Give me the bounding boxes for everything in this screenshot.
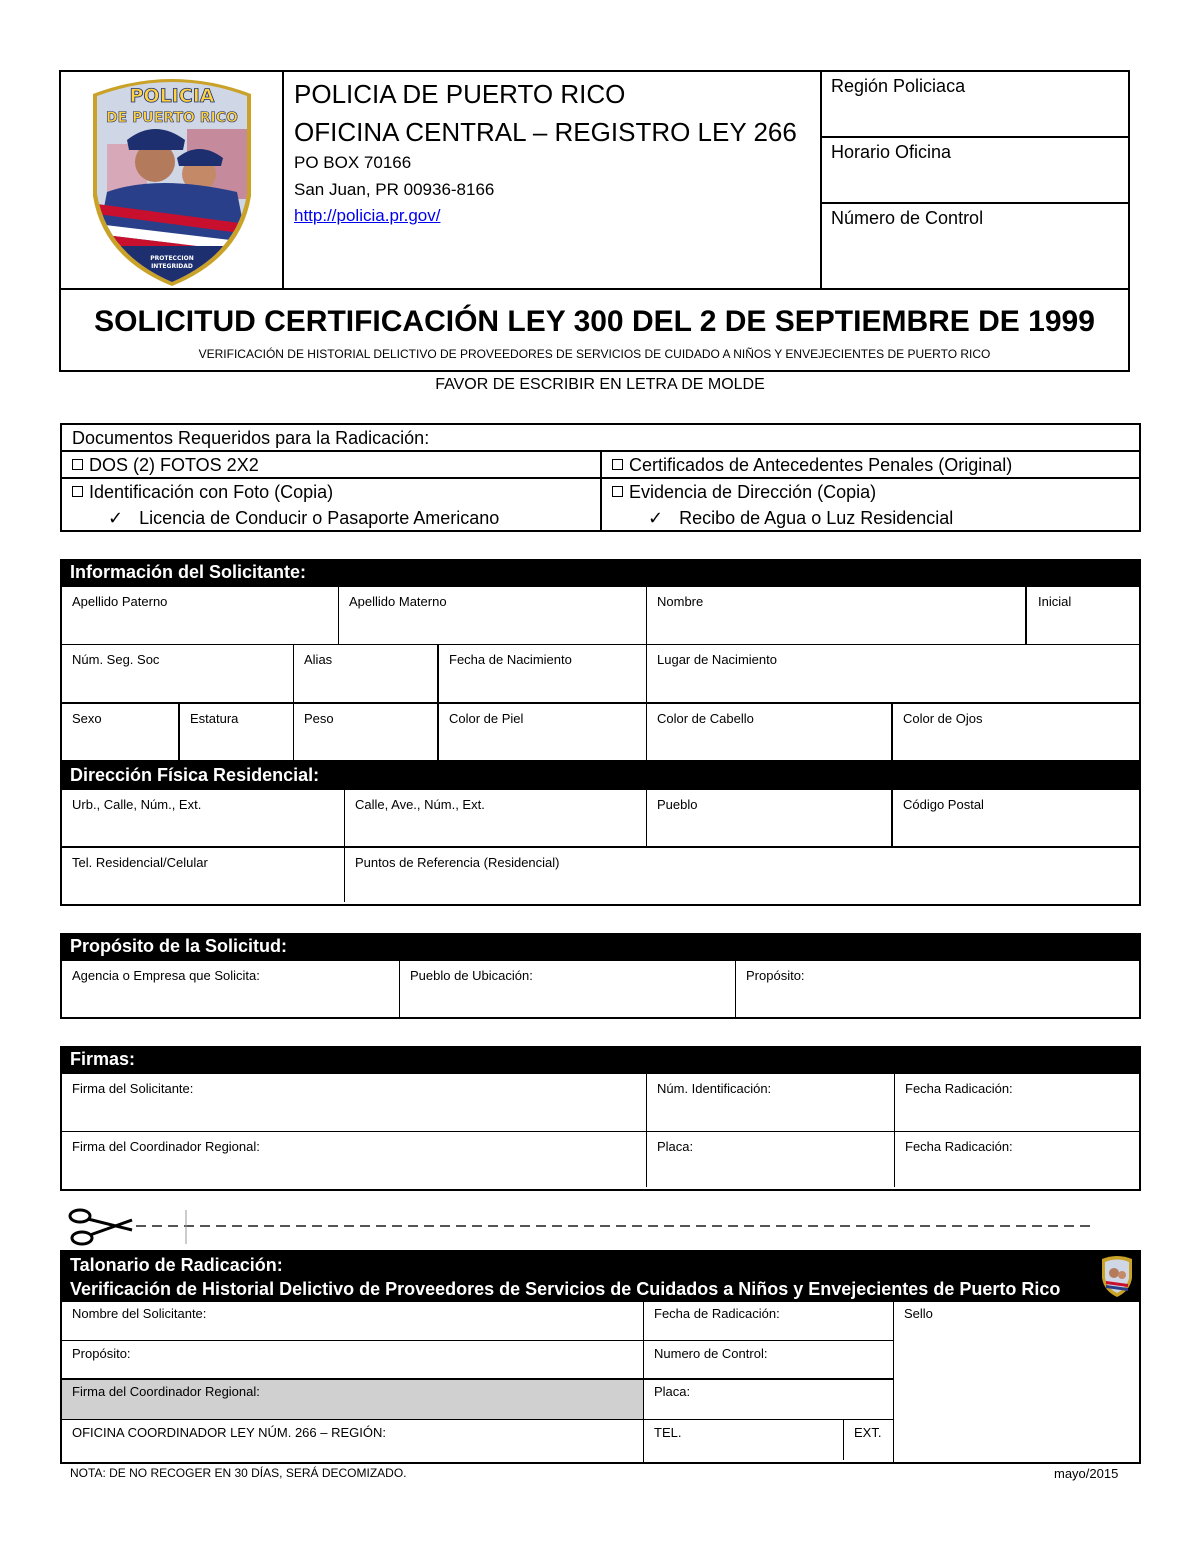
stub-coordinator-signature-field[interactable]: Firma del Coordinador Regional: — [62, 1380, 643, 1420]
stub-heading — [60, 1250, 1141, 1302]
reference-points-field[interactable]: Puntos de Referencia (Residencial) — [355, 855, 560, 870]
zip-code-field[interactable]: Código Postal — [903, 797, 984, 812]
id-number-field[interactable]: Núm. Identificación: — [657, 1081, 772, 1096]
birth-date-field[interactable]: Fecha de Nacimiento — [449, 652, 572, 667]
applicant-signature-field[interactable]: Firma del Solicitante: — [72, 1081, 194, 1096]
seal-field[interactable]: Sello — [904, 1306, 933, 1321]
applicant-row-2 — [62, 645, 1139, 704]
region-field[interactable]: Región Policiaca — [822, 72, 1128, 138]
office-use-fields — [822, 72, 1128, 288]
first-name-field[interactable]: Nombre — [657, 594, 704, 609]
po-box: PO BOX 70166 — [294, 153, 412, 172]
coordinator-signature-field[interactable]: Firma del Coordinador Regional: — [72, 1139, 260, 1154]
stub-filing-date-field[interactable]: Fecha de Radicación: — [644, 1302, 893, 1341]
small-badge-logo — [1100, 1254, 1134, 1298]
applicant-section — [60, 587, 1141, 762]
address-proof-checkbox-item[interactable]: Evidencia de Dirección (Copia) — [612, 480, 876, 504]
stub-heading-line-2: Verificación de Historial Delictivo de Proveedores de Servicios de Cuidados a Niños y Envejecientes de Puerto Rico — [70, 1279, 1061, 1299]
office-name: OFICINA CENTRAL – REGISTRO LEY 266 — [294, 117, 797, 147]
signatures-section — [60, 1074, 1141, 1191]
stub-office-region-field[interactable]: OFICINA COORDINADOR LEY NÚM. 266 – REGIÓN: — [72, 1425, 386, 1440]
street-avenue-field[interactable]: Calle, Ave., Núm., Ext. — [355, 797, 485, 812]
signatures-row-2 — [62, 1132, 1139, 1187]
photos-checkbox-item[interactable]: DOS (2) FOTOS 2X2 — [72, 453, 259, 477]
applicant-row-1 — [62, 587, 1139, 645]
photos-checkbox[interactable] — [72, 459, 83, 470]
weight-field[interactable]: Peso — [304, 711, 334, 726]
required-documents-box — [60, 423, 1141, 532]
form-title: SOLICITUD CERTIFICACIÓN LEY 300 DEL 2 DE SEPTIEMBRE DE 1999 — [94, 305, 1095, 338]
photo-id-checkbox-item[interactable]: Identificación con Foto (Copia) — [72, 480, 333, 504]
logo-cell — [61, 72, 284, 288]
applicant-row-3 — [62, 704, 1139, 762]
stub-purpose-field[interactable]: Propósito: — [62, 1341, 643, 1380]
maternal-surname-field[interactable]: Apellido Materno — [349, 594, 447, 609]
purpose-section-heading: Propósito de la Solicitud: — [60, 933, 1141, 961]
height-field[interactable]: Estatura — [190, 711, 239, 726]
initial-field[interactable]: Inicial — [1038, 594, 1072, 609]
org-name: POLICIA DE PUERTO RICO — [294, 79, 626, 109]
birth-place-field[interactable]: Lugar de Nacimiento — [657, 652, 777, 667]
stub-ext-field[interactable]: EXT. — [854, 1425, 882, 1440]
phone-field[interactable]: Tel. Residencial/Celular — [72, 855, 208, 870]
office-hours-field[interactable]: Horario Oficina — [822, 138, 1128, 204]
address-row-2 — [62, 848, 1139, 902]
documents-row-1 — [62, 452, 1139, 479]
badge-number-field[interactable]: Placa: — [657, 1139, 694, 1154]
address-proof-note: ✓ Recibo de Agua o Luz Residencial — [648, 508, 954, 528]
check-mark-icon: ✓ — [648, 508, 664, 528]
stub-heading-line-1: Talonario de Radicación: — [70, 1255, 283, 1275]
form-subtitle: VERIFICACIÓN DE HISTORIAL DELICTIVO DE PROVEEDORES DE SERVICIOS DE CUIDADO A NIÑOS Y ENVEJECIENTES DE PUERTO RICO — [198, 347, 991, 361]
filing-date-field-2[interactable]: Fecha Radicación: — [905, 1139, 1013, 1154]
stub-section — [60, 1302, 1141, 1464]
town-field[interactable]: Pueblo — [657, 797, 698, 812]
title-cell — [61, 288, 1128, 370]
scissors-icon — [70, 1210, 132, 1244]
svg-text:INTEGRIDAD: INTEGRIDAD — [151, 263, 193, 270]
organization-cell — [284, 72, 822, 288]
pickup-note: NOTA: DE NO RECOGER EN 30 DÍAS, SERÁ DECOMIZADO. — [70, 1466, 407, 1480]
address-row-1 — [62, 790, 1139, 848]
print-instruction: FAVOR DE ESCRIBIR EN LETRA DE MOLDE — [435, 376, 765, 393]
address-section-heading: Dirección Física Residencial: — [60, 762, 1141, 790]
cut-line — [66, 1208, 1096, 1248]
website-link[interactable]: http://policia.pr.gov/ — [294, 206, 441, 225]
form-revision-date: mayo/2015 — [1054, 1466, 1119, 1481]
applicant-section-heading: Información del Solicitante: — [60, 559, 1141, 587]
stub-control-number-field[interactable]: Numero de Control: — [644, 1341, 893, 1380]
skin-color-field[interactable]: Color de Piel — [449, 711, 524, 726]
documents-heading: Documentos Requeridos para la Radicación: — [72, 428, 430, 448]
urbanization-street-field[interactable]: Urb., Calle, Núm., Ext. — [72, 797, 202, 812]
signatures-section-heading: Firmas: — [60, 1046, 1141, 1074]
eye-color-field[interactable]: Color de Ojos — [903, 711, 983, 726]
documents-heading-row — [62, 425, 1139, 452]
stub-badge-field[interactable]: Placa: — [644, 1380, 893, 1420]
photo-id-note: ✓ Licencia de Conducir o Pasaporte Americano — [108, 508, 500, 528]
svg-text:DE PUERTO RICO: DE PUERTO RICO — [106, 110, 238, 126]
filing-date-field-1[interactable]: Fecha Radicación: — [905, 1081, 1013, 1096]
police-badge-logo — [87, 74, 257, 286]
header-box — [59, 70, 1130, 372]
address-proof-checkbox[interactable] — [612, 486, 623, 497]
control-number-field[interactable]: Número de Control — [831, 208, 984, 228]
certificates-checkbox-item[interactable]: Certificados de Antecedentes Penales (Original) — [612, 453, 1012, 477]
alias-field[interactable]: Alias — [304, 652, 333, 667]
hair-color-field[interactable]: Color de Cabello — [657, 711, 754, 726]
documents-row-2 — [62, 479, 1139, 530]
signatures-row-1 — [62, 1074, 1139, 1132]
certificates-checkbox[interactable] — [612, 459, 623, 470]
stub-tel-field[interactable]: TEL. — [654, 1425, 682, 1440]
photo-id-checkbox[interactable] — [72, 486, 83, 497]
svg-text:POLICIA: POLICIA — [129, 85, 215, 107]
purpose-section — [60, 961, 1141, 1019]
paternal-surname-field[interactable]: Apellido Paterno — [72, 594, 168, 609]
check-mark-icon: ✓ — [108, 508, 124, 528]
requesting-agency-field[interactable]: Agencia o Empresa que Solicita: — [72, 968, 260, 983]
city-zip: San Juan, PR 00936-8166 — [294, 180, 495, 199]
sex-field[interactable]: Sexo — [72, 711, 102, 726]
stub-applicant-name-field[interactable]: Nombre del Solicitante: — [62, 1302, 643, 1341]
purpose-field[interactable]: Propósito: — [746, 968, 805, 983]
svg-text:PROTECCION: PROTECCION — [150, 255, 194, 262]
ssn-field[interactable]: Núm. Seg. Soc — [72, 652, 160, 667]
address-section — [60, 790, 1141, 906]
location-town-field[interactable]: Pueblo de Ubicación: — [410, 968, 533, 983]
